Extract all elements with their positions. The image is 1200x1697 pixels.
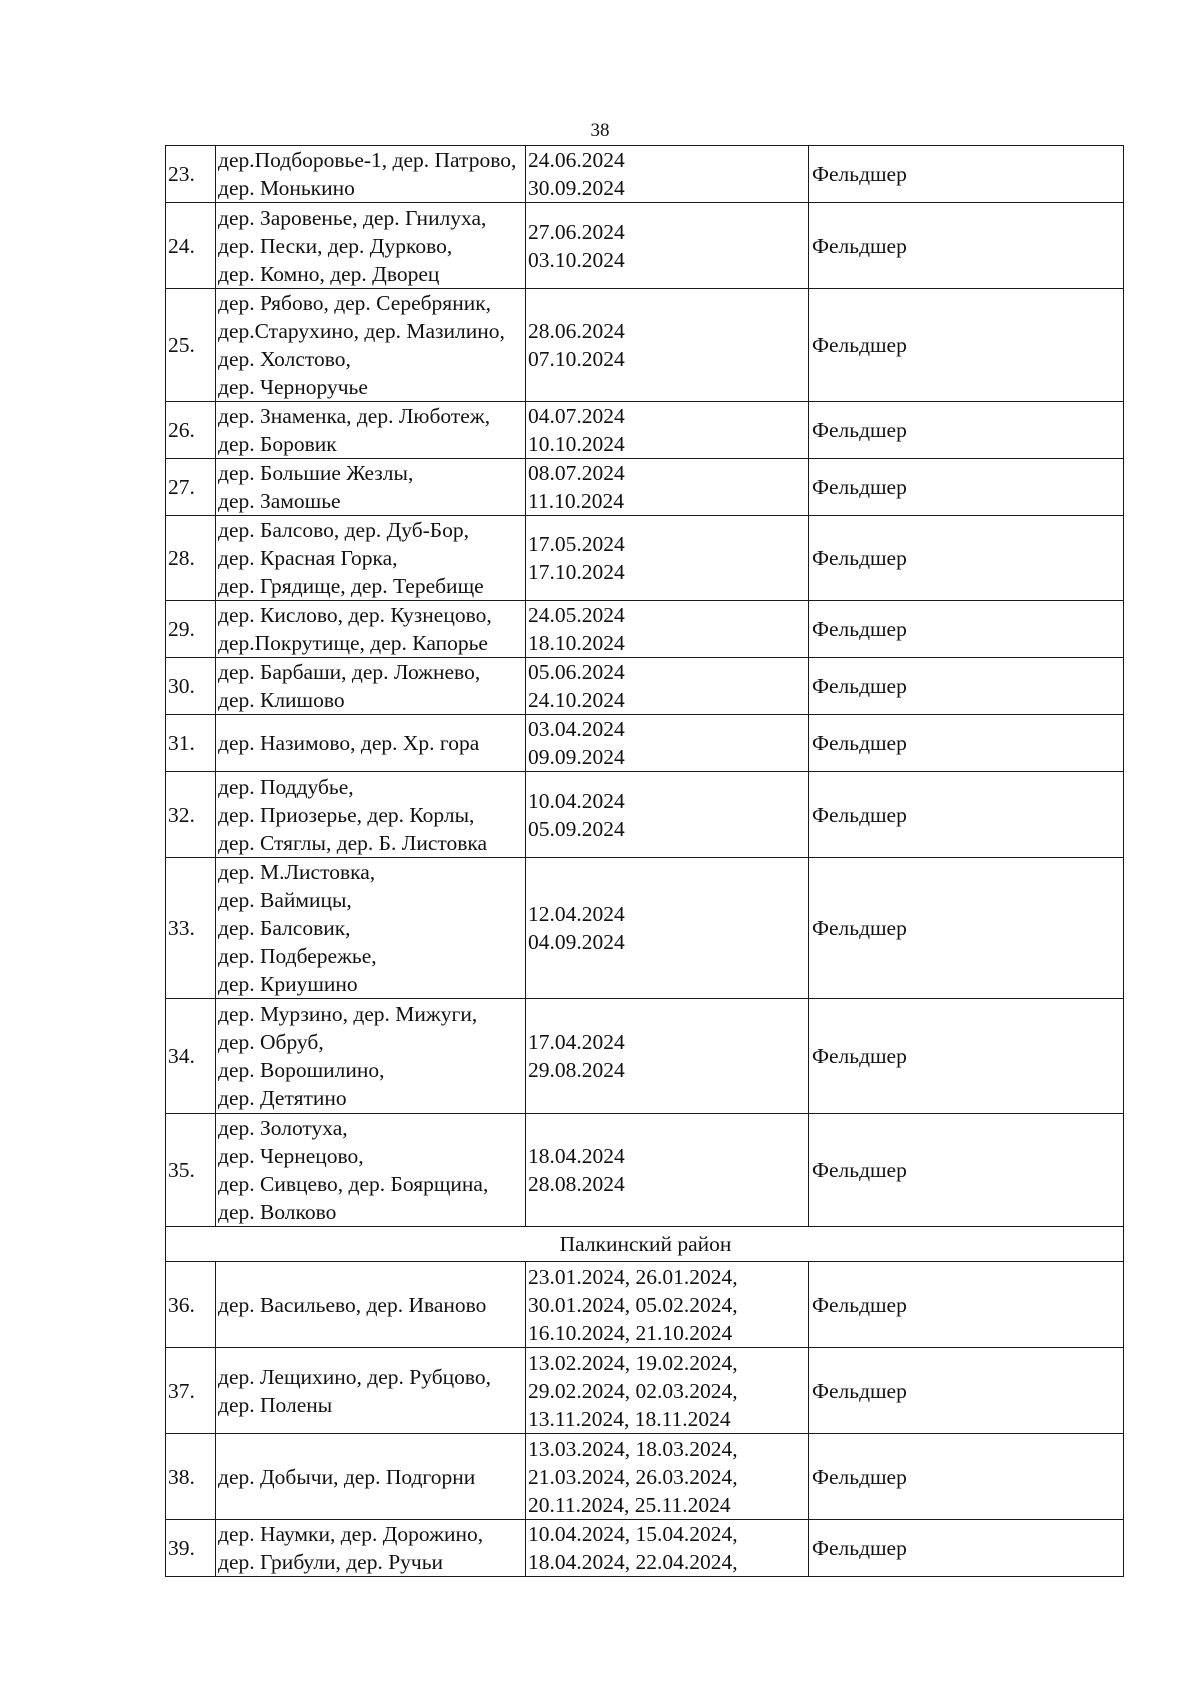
dates-cell — [526, 601, 809, 658]
village-line: дер. Волково — [218, 1200, 337, 1224]
village-line: дер. Ворошилино, — [218, 1058, 385, 1082]
villages-cell — [216, 601, 526, 658]
village-line: дер. Холстово, — [218, 347, 351, 371]
date-line: 03.04.2024 — [528, 717, 625, 741]
table-row — [166, 289, 1124, 402]
table-row — [166, 772, 1124, 858]
date-line: 13.03.2024, 18.03.2024, — [528, 1436, 738, 1461]
dates-cell — [526, 289, 809, 402]
village-line: дер. Боровик — [218, 432, 337, 456]
village-line: дер. Балсово, дер. Дуб-Бор, — [218, 518, 470, 542]
row-number: 26. — [166, 402, 216, 459]
village-line: дер. Мурзино, дер. Мижуги, — [218, 1002, 478, 1026]
date-line: 17.10.2024 — [528, 560, 625, 584]
village-line: дер. Знаменка, дер. Люботеж, — [218, 404, 491, 428]
date-line: 16.10.2024, 21.10.2024 — [528, 1320, 733, 1345]
row-number: 24. — [166, 203, 216, 289]
table-row — [166, 1262, 1124, 1348]
date-line: 17.04.2024 — [528, 1030, 625, 1054]
date-line: 18.10.2024 — [528, 631, 625, 655]
table-row — [166, 858, 1124, 999]
row-number: 32. — [166, 772, 216, 858]
village-line: дер. Сивцево, дер. Боярщина, — [218, 1172, 489, 1196]
village-line: дер. Криушино — [218, 972, 358, 996]
date-line: 05.06.2024 — [528, 660, 625, 684]
village-line: дер. Клишово — [218, 688, 345, 712]
date-line: 08.07.2024 — [528, 461, 625, 485]
table-row — [166, 1434, 1124, 1520]
village-line: дер. Золотуха, — [218, 1116, 348, 1140]
row-number: 28. — [166, 516, 216, 601]
village-line: дер. Большие Жезлы, — [218, 461, 414, 485]
staff-cell: Фельдшер — [809, 146, 1124, 203]
row-number: 23. — [166, 146, 216, 203]
staff-cell: Фельдшер — [809, 858, 1124, 999]
staff-cell: Фельдшер — [809, 1520, 1124, 1577]
row-number: 27. — [166, 459, 216, 516]
village-line: дер. Балсовик, — [218, 916, 351, 940]
village-line: дер. Назимово, дер. Хр. гора — [218, 731, 480, 755]
village-line: дер.Старухино, дер. Мазилино, — [218, 319, 505, 343]
table-row — [166, 1114, 1124, 1227]
date-line: 05.09.2024 — [528, 816, 625, 841]
dates-cell — [526, 402, 809, 459]
village-line: дер. Рябово, дер. Серебряник, — [218, 291, 492, 315]
villages-cell — [216, 459, 526, 516]
row-number: 39. — [166, 1520, 216, 1577]
village-line: дер. Подбережье, — [218, 944, 377, 968]
schedule-table-body — [166, 146, 1124, 1577]
table-row — [166, 1520, 1124, 1577]
dates-cell — [526, 858, 809, 999]
dates-cell — [526, 1348, 809, 1434]
villages-cell — [216, 1348, 526, 1434]
staff-cell: Фельдшер — [809, 999, 1124, 1114]
villages-cell — [216, 402, 526, 459]
village-line: дер.Покрутище, дер. Капорье — [218, 631, 488, 655]
date-line: 12.04.2024 — [528, 902, 625, 926]
village-line: дер. Монькино — [218, 176, 355, 200]
schedule-table — [165, 145, 1124, 1577]
staff-cell: Фельдшер — [809, 459, 1124, 516]
date-line: 18.04.2024 — [528, 1144, 625, 1168]
village-line: дер. Обруб, — [218, 1030, 324, 1054]
table-row — [166, 516, 1124, 601]
staff-cell: Фельдшер — [809, 772, 1124, 858]
district-header-row — [166, 1227, 1124, 1262]
village-line: дер. Стяглы, дер. Б. Листовка — [218, 830, 488, 855]
staff-cell: Фельдшер — [809, 601, 1124, 658]
village-line: дер. Детятино — [218, 1086, 347, 1110]
staff-cell: Фельдшер — [809, 203, 1124, 289]
row-number: 37. — [166, 1348, 216, 1434]
page-number: 38 — [590, 120, 610, 141]
villages-cell — [216, 658, 526, 715]
village-line: дер.Подборовье-1, дер. Патрово, — [218, 148, 517, 172]
dates-cell — [526, 715, 809, 772]
village-line: дер. Комно, дер. Дворец — [218, 261, 440, 286]
village-line: дер. Замошье — [218, 489, 341, 513]
staff-cell: Фельдшер — [809, 402, 1124, 459]
date-line: 28.06.2024 — [528, 319, 625, 343]
row-number: 38. — [166, 1434, 216, 1520]
dates-cell — [526, 1520, 809, 1577]
table-row — [166, 601, 1124, 658]
dates-cell — [526, 203, 809, 289]
date-line: 07.10.2024 — [528, 347, 625, 371]
village-line: дер. Барбаши, дер. Ложнево, — [218, 660, 481, 684]
date-line: 18.04.2024, 22.04.2024, — [528, 1550, 738, 1574]
villages-cell — [216, 516, 526, 601]
table-row — [166, 402, 1124, 459]
date-line: 11.10.2024 — [528, 489, 624, 513]
village-line: дер. Наумки, дер. Дорожино, — [218, 1522, 484, 1546]
row-number: 31. — [166, 715, 216, 772]
date-line: 03.10.2024 — [528, 247, 625, 272]
table-row — [166, 1348, 1124, 1434]
staff-cell: Фельдшер — [809, 516, 1124, 601]
staff-cell: Фельдшер — [809, 1434, 1124, 1520]
date-line: 29.08.2024 — [528, 1058, 625, 1082]
village-line: дер. Красная Горка, — [218, 546, 398, 570]
villages-cell — [216, 858, 526, 999]
village-line: дер. Черноручье — [218, 375, 368, 399]
table-row — [166, 999, 1124, 1114]
date-line: 21.03.2024, 26.03.2024, — [528, 1464, 738, 1489]
date-line: 30.01.2024, 05.02.2024, — [528, 1292, 738, 1317]
row-number: 30. — [166, 658, 216, 715]
village-line: дер. Поддубье, — [218, 774, 354, 799]
villages-cell — [216, 1114, 526, 1227]
date-line: 28.08.2024 — [528, 1172, 625, 1196]
date-line: 24.05.2024 — [528, 603, 625, 627]
staff-cell: Фельдшер — [809, 1262, 1124, 1348]
date-line: 30.09.2024 — [528, 176, 625, 200]
villages-cell — [216, 289, 526, 402]
village-line: дер. Приозерье, дер. Корлы, — [218, 802, 475, 827]
dates-cell — [526, 658, 809, 715]
village-line: дер. Добычи, дер. Подгорни — [218, 1464, 476, 1489]
date-line: 10.04.2024, 15.04.2024, — [528, 1522, 738, 1546]
date-line: 20.11.2024, 25.11.2024 — [528, 1492, 731, 1517]
staff-cell: Фельдшер — [809, 715, 1124, 772]
date-line: 13.11.2024, 18.11.2024 — [528, 1406, 731, 1431]
village-line: дер. Ваймицы, — [218, 888, 352, 912]
row-number: 35. — [166, 1114, 216, 1227]
date-line: 04.09.2024 — [528, 930, 625, 954]
villages-cell — [216, 1520, 526, 1577]
dates-cell — [526, 999, 809, 1114]
row-number: 34. — [166, 999, 216, 1114]
date-line: 27.06.2024 — [528, 219, 625, 244]
date-line: 17.05.2024 — [528, 532, 625, 556]
table-row — [166, 146, 1124, 203]
date-line: 10.10.2024 — [528, 432, 625, 456]
date-line: 23.01.2024, 26.01.2024, — [528, 1264, 738, 1289]
table-row — [166, 459, 1124, 516]
staff-cell: Фельдшер — [809, 1348, 1124, 1434]
staff-cell: Фельдшер — [809, 658, 1124, 715]
row-number: 33. — [166, 858, 216, 999]
row-number: 29. — [166, 601, 216, 658]
village-line: дер. Кислово, дер. Кузнецово, — [218, 603, 492, 627]
date-line: 29.02.2024, 02.03.2024, — [528, 1378, 738, 1403]
staff-cell: Фельдшер — [809, 289, 1124, 402]
district-header: Палкинский район — [166, 1227, 1124, 1262]
village-line: дер. Грибули, дер. Ручьи — [218, 1550, 444, 1574]
table-row — [166, 715, 1124, 772]
villages-cell — [216, 772, 526, 858]
row-number: 36. — [166, 1262, 216, 1348]
dates-cell — [526, 459, 809, 516]
villages-cell — [216, 715, 526, 772]
villages-cell — [216, 999, 526, 1114]
dates-cell — [526, 1114, 809, 1227]
villages-cell — [216, 203, 526, 289]
village-line: дер. Пески, дер. Дурково, — [218, 233, 453, 258]
dates-cell — [526, 772, 809, 858]
date-line: 24.10.2024 — [528, 688, 625, 712]
date-line: 13.02.2024, 19.02.2024, — [528, 1350, 738, 1375]
staff-cell: Фельдшер — [809, 1114, 1124, 1227]
village-line: дер. М.Листовка, — [218, 860, 376, 884]
villages-cell — [216, 1262, 526, 1348]
table-row — [166, 203, 1124, 289]
villages-cell — [216, 146, 526, 203]
village-line: дер. Васильево, дер. Иваново — [218, 1292, 487, 1317]
date-line: 09.09.2024 — [528, 745, 625, 769]
table-row — [166, 658, 1124, 715]
village-line: дер. Полены — [218, 1392, 333, 1417]
dates-cell — [526, 146, 809, 203]
village-line: дер. Чернецово, — [218, 1144, 364, 1168]
village-line: дер. Заровенье, дер. Гнилуха, — [218, 205, 487, 230]
villages-cell — [216, 1434, 526, 1520]
dates-cell — [526, 516, 809, 601]
row-number: 25. — [166, 289, 216, 402]
date-line: 24.06.2024 — [528, 148, 625, 172]
dates-cell — [526, 1434, 809, 1520]
village-line: дер. Лещихино, дер. Рубцово, — [218, 1364, 492, 1389]
date-line: 04.07.2024 — [528, 404, 625, 428]
village-line: дер. Грядище, дер. Теребище — [218, 574, 484, 598]
dates-cell — [526, 1262, 809, 1348]
date-line: 10.04.2024 — [528, 788, 625, 813]
